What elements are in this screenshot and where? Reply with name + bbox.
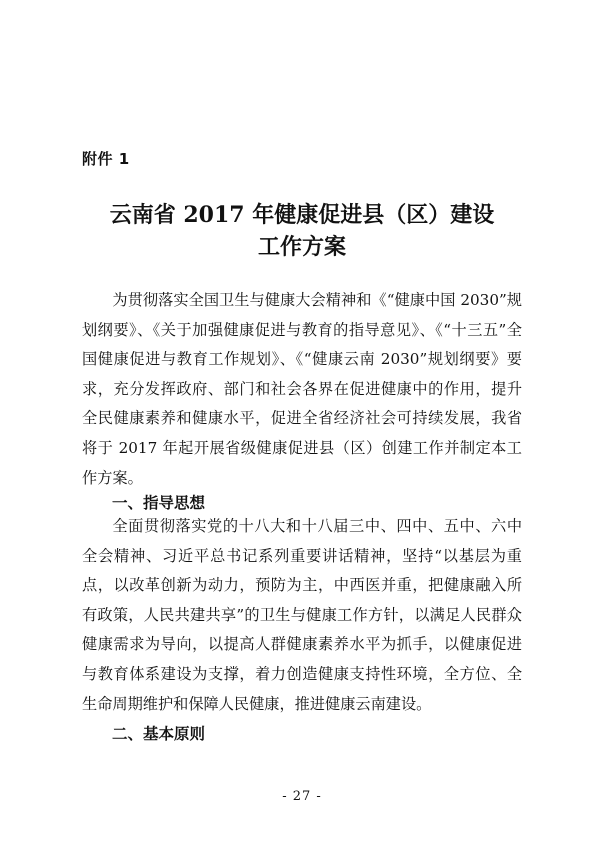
section-heading-basic-principles: 二、基本原则 (112, 725, 206, 743)
document-title-line-2: 工作方案 (257, 234, 346, 260)
document-title-line-1: 云南省 2017 年健康促进县（区）建设 (109, 202, 495, 228)
intro-paragraph: 为贯彻落实全国卫生与健康大会精神和《“健康中国 2030”规划纲要》、《关于加强健康促进与教育的指导意见》、《“十三五”全国健康促进与教育工作规划》、《“健康云南 2030”规划纲要》要求，充分发挥政府、部门和社会各界在促进健康中的作用，提升全民健康素养和健康水平，促进全省经济社会可持续发展，我省将于 2017 年起开展省级健康促进县（区）创建工作并制定本工作方案。 (82, 291, 522, 487)
page-number: - 27 - (282, 789, 322, 804)
attachment-label: 附件 1 (82, 150, 130, 168)
section-heading-guiding-ideology: 一、指导思想 (112, 494, 206, 512)
guiding-ideology-paragraph: 全面贯彻落实党的十八大和十八届三中、四中、五中、六中全会精神、习近平总书记系列重要讲话精神，坚持“以基层为重点，以改革创新为动力，预防为主，中西医并重，把健康融入所有政策，人民共建共享”的卫生与健康工作方针，以满足人民群众健康需求为导向，以提高人群健康素养水平为抓手，以健康促进与教育体系建设为支撑，着力创造健康支持性环境，全方位、全生命周期维护和保障人民健康，推进健康云南建设。 (82, 517, 522, 713)
